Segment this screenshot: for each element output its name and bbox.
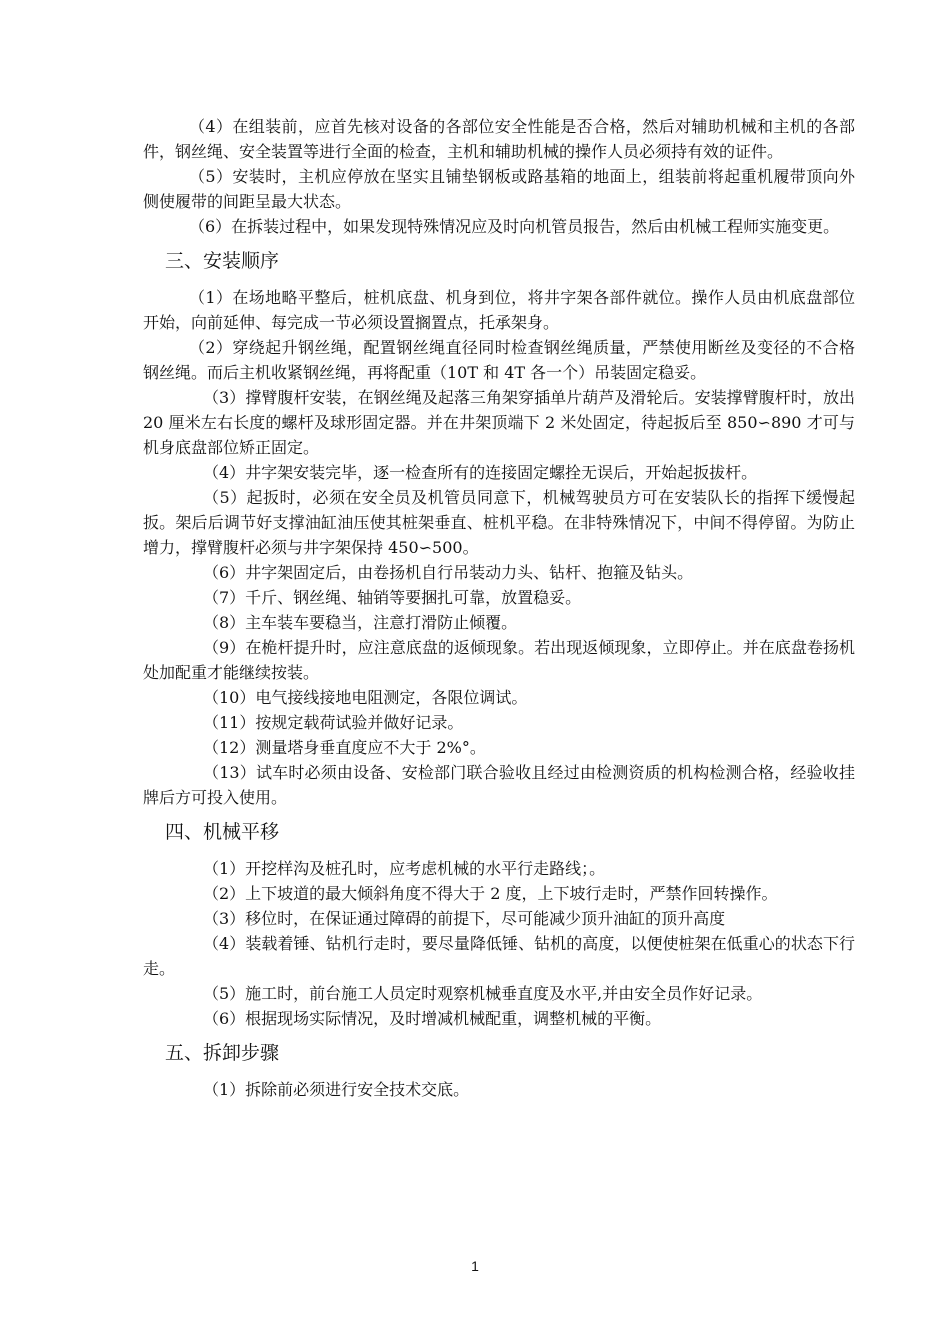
paragraph: （4）在组装前，应首先核对设备的各部位安全性能是否合格，然后对辅助机械和主机的各部件，钢丝绳、安全装置等进行全面的检查，主机和辅助机械的操作人员必须持有效的证件。: [143, 117, 855, 161]
paragraph: （5）安装时，主机应停放在坚实且铺垫钢板或路基箱的地面上，组装前将起重机履带顶向外侧使履带的间距呈最大状态。: [143, 167, 855, 211]
list-item: （3）移位时，在保证通过障碍的前提下，尽可能减少顶升油缸的顶升高度: [203, 909, 726, 928]
list-item: （2）穿绕起升钢丝绳，配置钢丝绳直径同时检查钢丝绳质量，严禁使用断丝及变径的不合格钢丝绳。而后主机收紧钢丝绳，再将配重（10T 和 4T 各一个）吊装固定稳妥。: [143, 338, 855, 382]
list-item: （4）装载着锤、钻机行走时，要尽量降低锤、钻机的高度，以便使桩架在低重心的状态下行走。: [143, 934, 855, 978]
list-item: （10）电气接线接地电阻测定，各限位调试。: [203, 688, 528, 707]
list-item: （1）拆除前必须进行安全技术交底。: [203, 1080, 470, 1099]
list-item: （1）在场地略平整后，桩机底盘、机身到位，将井字架各部件就位。操作人员由机底盘部位开始，向前延伸、每完成一节必须设置搁置点，托承架身。: [143, 288, 855, 332]
list-item: （4）井字架安装完毕，逐一检查所有的连接固定螺拴无误后，开始起扳拔杆。: [203, 463, 758, 482]
list-item: （5）起扳时，必须在安全员及机管员同意下，机械驾驶员方可在安装队长的指挥下缓慢起扳。架后后调节好支撑油缸油压使其桩架垂直、桩机平稳。在非特殊情况下，中间不得停留。为防止增力，撑臂腹杆必须与井字架保持 450∽500。: [143, 488, 855, 557]
section-heading-3: 三、安装顺序: [165, 250, 280, 272]
list-item: （7）千斤、钢丝绳、轴销等要捆扎可靠，放置稳妥。: [203, 588, 582, 607]
list-item: （11）按规定载荷试验并做好记录。: [203, 713, 464, 732]
list-item: （1）开挖样沟及桩孔时，应考虑机械的水平行走路线；。: [203, 859, 606, 878]
paragraph: （6）在拆装过程中，如果发现特殊情况应及时向机管员报告，然后由机械工程师实施变更。: [189, 217, 840, 236]
list-item: （6）根据现场实际情况，及时增减机械配重，调整机械的平衡。: [203, 1009, 662, 1028]
list-item: （12）测量塔身垂直度应不大于 2%°。: [203, 738, 486, 757]
page-number: 1: [471, 1258, 479, 1274]
list-item: （3）撑臂腹杆安装，在钢丝绳及起落三角架穿插单片葫芦及滑轮后。安装撑臂腹杆时，放出 20 厘米左右长度的螺杆及球形固定器。并在井架顶端下 2 米处固定，待起扳后至 850∽890 才可与机身底盘部位矫正固定。: [143, 388, 855, 457]
section-heading-5: 五、拆卸步骤: [165, 1042, 280, 1064]
list-item: （5）施工时，前台施工人员定时观察机械垂直度及水平,并由安全员作好记录。: [203, 984, 763, 1003]
list-item: （13）试车时必须由设备、安检部门联合验收且经过由检测资质的机构检测合格，经验收挂牌后方可投入使用。: [143, 763, 855, 807]
section-heading-4: 四、机械平移: [165, 821, 280, 843]
list-item: （2）上下坡道的最大倾斜角度不得大于 2 度，上下坡行走时，严禁作回转操作。: [203, 884, 778, 903]
list-item: （6）井字架固定后，由卷扬机自行吊装动力头、钻杆、抱箍及钻头。: [203, 563, 694, 582]
list-item: （8）主车装车要稳当，注意打滑防止倾覆。: [203, 613, 518, 632]
list-item: （9）在桅杆提升时，应注意底盘的返倾现象。若出现返倾现象，立即停止。并在底盘卷扬机处加配重才能继续按装。: [143, 638, 855, 682]
document-body: [143, 114, 855, 1102]
